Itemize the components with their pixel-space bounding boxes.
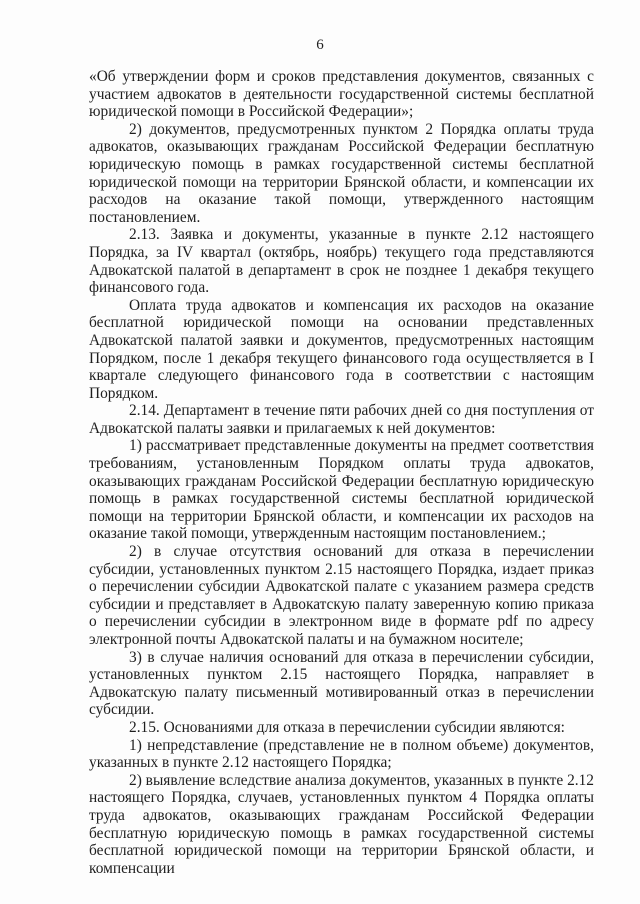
paragraph: Оплата труда адвокатов и компенсация их расходов на оказание бесплатной юридической помощи на основании представленных Адвокатской палатой заявки и документов, предусмотренных настоящим Порядком, после 1 декабря текущего финансового года осуществляется в I квартале следующего финансового года в соответствии с настоящим Порядком. bbox=[89, 296, 594, 402]
paragraph: 1) рассматривает представленные документы на предмет соответствия требованиям, установленным Порядком оплаты труда адвокатов, оказывающих гражданам Российской Федерации бесплатную юридическую помощь в рамках государственной системы бесплатной юридической помощи на территории Брянской области, и компенсации их расходов на оказание такой помощи, утвержденным настоящим постановлением.; bbox=[89, 437, 594, 543]
paragraph: 2.15. Основаниями для отказа в перечислении субсидии являются: bbox=[129, 718, 565, 736]
paragraph: 1) непредставление (представление не в полном объеме) документов, указанных в пункте 2.12 настоящего Порядка; bbox=[89, 736, 594, 772]
paragraph: 3) в случае наличия оснований для отказа в перечислении субсидии, установленных пунктом 2.15 настоящего Порядка, направляет в Адвокатскую палату письменный мотивированный отказ в перечислении субсидии. bbox=[89, 648, 594, 719]
paragraph: 2.13. Заявка и документы, указанные в пункте 2.12 настоящего Порядка, за IV квартал (октябрь, ноябрь) текущего года представляются Адвокатской палатой в департамент в срок не позднее 1 декабря текущего финансового года. bbox=[89, 226, 594, 297]
page-number: 6 bbox=[316, 37, 324, 53]
paragraph: 2) в случае отсутствия оснований для отказа в перечислении субсидии, установленных пунктом 2.15 настоящего Порядка, издает приказ о перечислении субсидии Адвокатской палате с указанием размера средств субсидии и представляет в Адвокатскую палату заверенную копию приказа о перечислении субсидии в электронном виде в формате pdf по адресу электронной почты Адвокатской палаты и на бумажном носителе; bbox=[89, 543, 594, 648]
paragraph: 2) документов, предусмотренных пунктом 2 Порядка оплаты труда адвокатов, оказывающих гражданам Российской Федерации бесплатную юридическую помощь в рамках государственной системы бесплатной юридической помощи на территории Брянской области, и компенсации их расходов на оказание такой помощи, утвержденного настоящим постановлением. bbox=[89, 120, 594, 226]
paragraph: 2.14. Департамент в течение пяти рабочих дней со дня поступления от Адвокатской палаты заявки и прилагаемых к ней документов: bbox=[89, 402, 594, 437]
paragraph: «Об утверждении форм и сроков представления документов, связанных с участием адвокатов в деятельности государственной системы бесплатной юридической помощи в Российской Федерации»; bbox=[89, 68, 594, 121]
paragraph: 2) выявление вследствие анализа документов, указанных в пункте 2.12 настоящего Порядка, случаев, установленных пунктом 4 Порядка оплаты труда адвокатов, оказывающих гражданам Российской Федерации бесплатную юридическую помощь в рамках государственной системы бесплатной юридической помощи на территории Брянской области, и компенсации bbox=[89, 771, 594, 877]
document-body bbox=[89, 68, 594, 877]
